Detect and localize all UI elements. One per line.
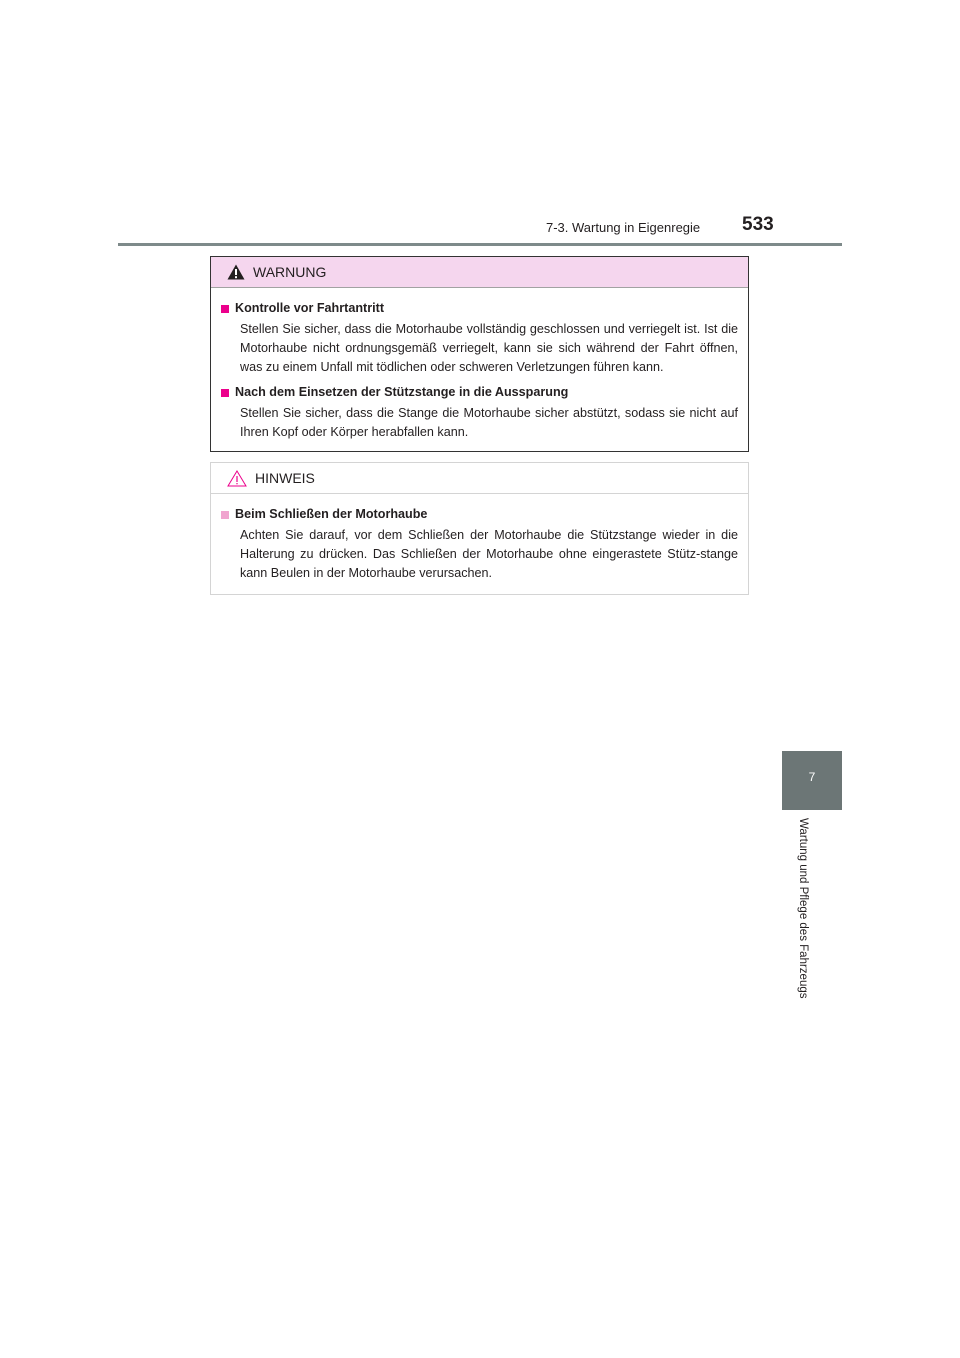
warning-item xyxy=(221,383,738,442)
header-divider xyxy=(118,243,842,246)
section-title: 7-3. Wartung in Eigenregie xyxy=(546,220,701,235)
warning-body xyxy=(211,288,748,442)
bullet-square-icon xyxy=(221,389,229,397)
chapter-number: 7 xyxy=(808,770,816,784)
warning-box xyxy=(210,256,749,452)
warning-item-heading-row xyxy=(221,299,738,318)
warning-item-heading: Kontrolle vor Fahrtantritt xyxy=(235,301,385,315)
notice-header xyxy=(211,463,748,494)
bullet-square-icon xyxy=(221,511,229,519)
warning-header xyxy=(211,257,748,288)
notice-item-text: Achten Sie darauf, vor dem Schließen der Motorhaube die Stützstange wieder in die Halterung zu drücken. Das Schließen der Motorhaube ohne eingerastete Stütz-stange kann Beulen in der Motorhaube verursachen. xyxy=(240,528,738,580)
notice-item xyxy=(221,505,738,583)
warning-item-text: Stellen Sie sicher, dass die Motorhaube vollständig geschlossen und verriegelt ist. Ist die Motorhaube nicht ordnungsgemäß verriegelt, kann sie sich während der Fahrt öffnen, was zu einem Unfall mit tödlichen oder schweren Verletzungen führen kann. xyxy=(240,322,738,374)
notice-box xyxy=(210,462,749,595)
warning-triangle-icon xyxy=(227,264,253,280)
page-number: 533 xyxy=(742,214,774,235)
chapter-side-title: Wartung und Pflege des Fahrzeugs xyxy=(797,818,809,999)
notice-item-heading-row xyxy=(221,505,738,524)
warning-item-text: Stellen Sie sicher, dass die Stange die Motorhaube sicher abstützt, sodass sie nicht auf Ihren Kopf oder Körper herabfallen kann. xyxy=(240,406,738,439)
notice-body xyxy=(211,494,748,583)
warning-item-heading-row xyxy=(221,383,738,402)
caution-triangle-outline-icon xyxy=(227,470,255,487)
warning-title: WARNUNG xyxy=(253,264,327,280)
chapter-tab xyxy=(782,751,842,810)
notice-item-heading: Beim Schließen der Motorhaube xyxy=(235,507,428,521)
warning-item-heading: Nach dem Einsetzen der Stützstange in die Aussparung xyxy=(235,385,569,399)
notice-title: HINWEIS xyxy=(255,470,315,486)
bullet-square-icon xyxy=(221,305,229,313)
warning-item xyxy=(221,299,738,377)
